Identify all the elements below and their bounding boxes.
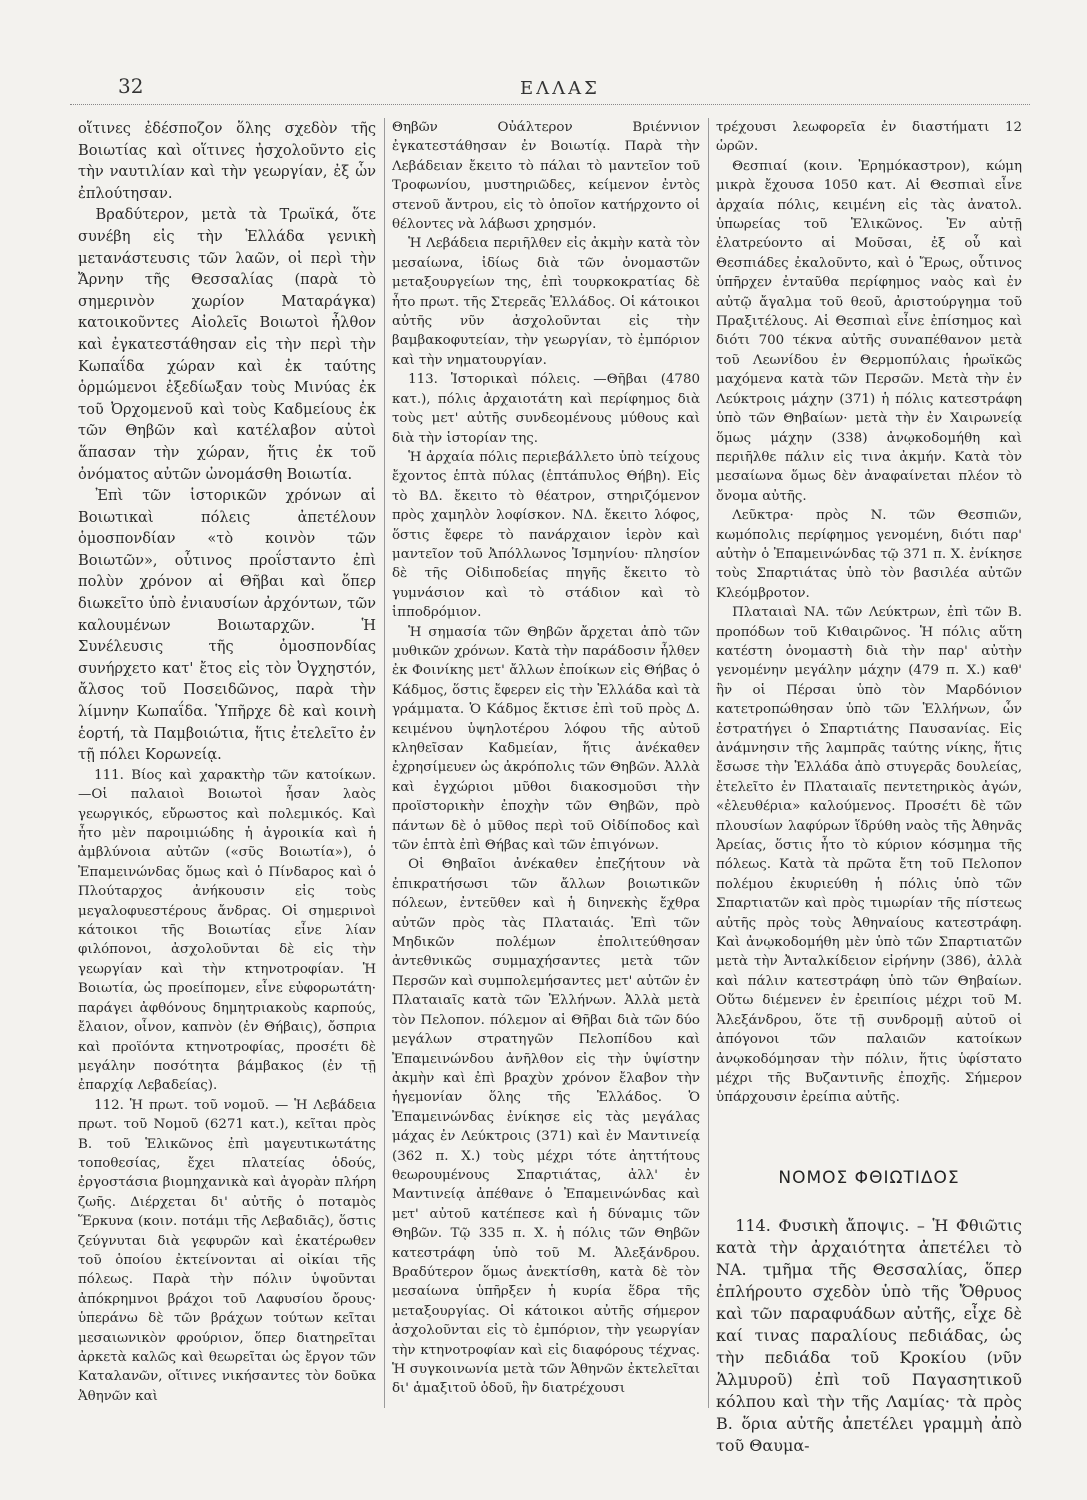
paragraph: Θεσπιαί (κοιν. Ἐρημόκαστρον), κώμη μικρὰ ἔχουσα 1050 κατ. Αἱ Θεσπιαὶ εἶνε ἀρχαία πόλις, κειμένη εἰς τὰς ἀνατολ. ὑπωρείας τοῦ Ἑλικῶνος. Ἐν αὐτῇ ἐλατρεύοντο αἱ Μοῦσαι, ἐξ οὗ καὶ Θεσπιάδες ἐκαλοῦντο, καὶ ὁ Ἔρως, οὗτινος ὑπῆρχεν ἐνταῦθα περίφημος ναὸς καὶ ἐν αὐτῷ ἄγαλμα τοῦ θεοῦ, ἀριστούργημα τοῦ Πραξιτέλους. Αἱ Θεσπιαὶ εἶνε ἐπίσημος καὶ διότι 700 τέκνα αὐτῆς συναπέθανον μετὰ τοῦ Λεωνίδου ἐν Θερμοπύλαις ἡρωϊκῶς μαχόμενα κατὰ τῶν Περσῶν. Μετὰ τὴν ἐν Λεύκτροις μάχην (371) ἡ πόλις κατεστράφη ὑπὸ τῶν Θηβαίων· μετὰ τὴν ἐν Χαιρωνείᾳ ὅμως μάχην (338) ἀνῳκοδομήθη καὶ περιῆλθε πάλιν εἰς τινα ἀκμήν. Κατὰ τὸν μεσαίωνα ὅμως δὲν ἀναφαίνεται πλέον τὸ ὄνομα αὐτῆς.: [716, 158, 1022, 504]
paragraph: Ἐπὶ τῶν ἱστορικῶν χρόνων αἱ Βοιωτικαὶ πόλεις ἀπετέλουν ὁμοσπονδίαν «τὸ κοινὸν τῶν Βοιωτῶν», οὗτινος προΐσταντο ἐπὶ πολὺν χρόνον αἱ Θῆβαι καὶ ὅπερ διωκεῖτο ὑπὸ ἐνιαυσίων ἀρχόντων, τῶν καλουμένων Βοιωταρχῶν. Ἡ Συνέλευσις τῆς ὁμοσπονδίας συνήρχετο κατ' ἔτος εἰς τὸν Ὀγχηστόν, ἄλσος τοῦ Ποσειδῶνος, παρὰ τὴν λίμνην Κωπαΐδα. Ὑπῆρχε δὲ καὶ κοινὴ ἑορτή, τὰ Παμβοιώτια, ἥτις ἐτελεῖτο ἐν τῇ πόλει Κορωνείᾳ.: [78, 487, 376, 764]
paragraph: Θηβῶν Οὐάλτερον Βριέννιον ἐγκατεστάθησαν ἐν Βοιωτίᾳ. Παρὰ τὴν Λεβάδειαν ἔκειτο τὸ πάλαι τὸ μαντεῖον τοῦ Τροφωνίου, μυστηριῶδες, κείμενον ἐντὸς στενοῦ ἄντρου, εἰς τὸ ὁποῖον κατήρχοντο οἱ θέλοντες νὰ λάβωσι χρησμόν.: [392, 120, 700, 233]
paragraph: Ἡ σημασία τῶν Θηβῶν ἄρχεται ἀπὸ τῶν μυθικῶν χρόνων. Κατὰ τὴν παράδοσιν ἦλθεν ἐκ Φοινίκης μετ' ἄλλων ἐποίκων εἰς Θήβας ὁ Κάδμος, ὅστις ἔφερεν εἰς τὴν Ἑλλάδα καὶ τὰ γράμματα. Ὁ Κάδμος ἔκτισε ἐπὶ τοῦ πρὸς Δ. κειμένου ὑψηλοτέρου λόφου τῆς αὐτοῦ κληθεῖσαν Καδμείαν, ἥτις ἀνέκαθεν ἐχρησίμευεν ὡς ἀκρόπολις τῶν Θηβῶν. Ἀλλὰ καὶ ἐγχώριοι μῦθοι διακοσμοῦσι τὴν προϊστορικὴν ἐποχὴν τῶν Θηβῶν, πρὸ πάντων δὲ ὁ μῦθος περὶ τοῦ Οἰδίποδος καὶ τῶν ἑπτὰ ἐπὶ Θήβας καὶ τῶν ἐπιγόνων.: [392, 624, 700, 854]
section-114-paragraph: 114. Φυσικὴ ἄποψις. – Ἡ Φθιῶτις κατὰ τὴν ἀρχαιότητα ἀπετέλει τὸ ΝΑ. τμῆμα τῆς Θεσσαλίας, ὅπερ ἐπλήρουτο σχεδὸν ὑπὸ τῆς Ὄθρυος καὶ τῶν παραφυάδων αὐτῆς, εἶχε δὲ καί τινας παραλίους πεδιάδας, ὡς τὴν πεδιάδα τοῦ Κροκίου (νῦν Ἁλμυροῦ) ἐπὶ τοῦ Παγασητικοῦ κόλπου καὶ τὴν τῆς Λαμίας· τὰ πρὸς Β. ὅρια αὐτῆς ἀπετέλει γραμμὴ ἀπὸ τοῦ Θαυμα-: [716, 1216, 1022, 1456]
paragraph: Ἡ ἀρχαία πόλις περιεβάλλετο ὑπὸ τείχους ἔχοντος ἑπτὰ πύλας (ἑπτάπυλος Θήβη). Εἰς τὸ ΒΔ. ἔκειτο τὸ θέατρον, στηριζόμενον πρὸς χαμηλὸν λοφίσκον. ΝΔ. ἔκειτο λόφος, ὅστις ἔφερε τὸ πανάρχαιον ἱερὸν καὶ μαντεῖον τοῦ Ἀπόλλωνος Ἰσμηνίου· πλησίον δὲ τῆς Οἰδιποδείας πηγῆς ἔκειτο τὸ γυμνάσιον καὶ τὸ στάδιον καὶ τὸ ἱπποδρόμιον.: [392, 449, 700, 621]
page-number: 32: [118, 74, 144, 98]
section-111-paragraph: 111. Βίος καὶ χαρακτὴρ τῶν κατοίκων. —Οἱ παλαιοὶ Βοιωτοὶ ἦσαν λαὸς γεωργικός, εὔρωστος καὶ πολεμικός. Καὶ ἦτο μὲν παροιμιώδης ἡ ἀγροικία καὶ ἡ ἀμβλύνοια αὐτῶν («σῦς Βοιωτία»), ὁ Ἐπαμεινώνδας ὅμως καὶ ὁ Πίνδαρος καὶ ὁ Πλούταρχος ἀνήκουσιν εἰς τοὺς μεγαλοφυεστέρους ἄνδρας. Οἱ σημερινοὶ κάτοικοι τῆς Βοιωτίας εἶνε λίαν φιλόπονοι, ἀσχολοῦνται δὲ εἰς τὴν γεωργίαν καὶ τὴν κτηνοτροφίαν. Ἡ Βοιωτία, ὡς προείπομεν, εἶνε εὐφορωτάτη· παράγει ἀφθόνους δημητριακοὺς καρπούς, ἔλαιον, οἶνον, καπνὸν (ἐν Θήβαις), ὄσπρια καὶ προϊόντα κτηνοτροφίας, προσέτι δὲ μεγάλην ποσότητα βάμβακος (ἐν τῇ ἐπαρχίᾳ Λεβαδείας).: [78, 767, 376, 1094]
text-column-2: [392, 118, 700, 1408]
page-header: [0, 0, 1087, 110]
section-heading: ΝΟΜΟΣ ΦΘΙΩΤΙΔΟΣ: [778, 1167, 960, 1188]
paragraph: οἵτινες ἐδέσποζον ὅλης σχεδὸν τῆς Βοιωτίας καὶ οἵτινες ἠσχολοῦντο εἰς τὴν ναυτιλίαν καὶ τὴν γεωργίαν, ἐξ ὧν ἐπλούτησαν.: [78, 120, 376, 202]
text-column-1: [78, 118, 376, 1408]
paragraph: Οἱ Θηβαῖοι ἀνέκαθεν ἐπεζήτουν νὰ ἐπικρατήσωσι τῶν ἄλλων βοιωτικῶν πόλεων, ἐντεῦθεν καὶ ἡ διηνεκὴς ἔχθρα αὐτῶν πρὸς τὰς Πλαταιάς. Ἐπὶ τῶν Μηδικῶν πολέμων ἐπολιτεύθησαν ἀντεθνικῶς συμμαχήσαντες μετὰ τῶν Περσῶν καὶ συμπολεμήσαντες μετ' αὐτῶν ἐν Πλαταιαῖς κατὰ τῶν Ἑλλήνων. Ἀλλὰ μετὰ τὸν Πελοπον. πόλεμον αἱ Θῆβαι διὰ τῶν δύο μεγάλων στρατηγῶν Πελοπίδου καὶ Ἐπαμεινώνδου ἀνῆλθον εἰς τὴν ὑψίστην ἀκμὴν καὶ ἐπὶ βραχὺν χρόνον ἔλαβον τὴν ἡγεμονίαν ὅλης τῆς Ἑλλάδος. Ὁ Ἐπαμεινώνδας ἐνίκησε εἰς τὰς μεγάλας μάχας ἐν Λεύκτροις (371) καὶ ἐν Μαντινείᾳ (362 π. Χ.) τοὺς μέχρι τότε ἀηττήτους θεωρουμένους Σπαρτιάτας, ἀλλ' ἐν Μαντινείᾳ ἀπέθανε ὁ Ἐπαμεινώνδας καὶ μετ' αὐτοῦ κατέπεσε καὶ ἡ δύναμις τῶν Θηβῶν. Τῷ 335 π. Χ. ἡ πόλις τῶν Θηβῶν κατεστράφη ὑπὸ τοῦ Μ. Ἀλεξάνδρου. Βραδύτερον ὅμως ἀνεκτίσθη, κατὰ δὲ τὸν μεσαίωνα ὑπῆρξεν ἡ κυρία ἕδρα τῆς μεταξουργίας. Οἱ κάτοικοι αὐτῆς σήμερον ἀσχολοῦνται εἰς τὸ ἐμπόριον, τὴν γεωργίαν τὴν κτηνοτροφίαν καὶ εἰς διαφόρους τέχνας. Ἡ συγκοινωνία μετὰ τῶν Ἀθηνῶν ἐκτελεῖται δι' ἁμαξιτοῦ ὁδοῦ, ἣν διατρέχουσι: [392, 857, 700, 1397]
paragraph: Ἡ Λεβάδεια περιῆλθεν εἰς ἀκμὴν κατὰ τὸν μεσαίωνα, ἰδίως διὰ τῶν ὀνομαστῶν μεταξουργείων της, ἐπὶ τουρκοκρατίας δὲ ἦτο πρωτ. τῆς Στερεᾶς Ἑλλάδος. Οἱ κάτοικοι αὐτῆς νῦν ἀσχολοῦνται εἰς τὴν βαμβακοφυτείαν, τὴν γεωργίαν, τὸ ἐμπόριον καὶ τὴν νηματουργίαν.: [392, 236, 700, 368]
paragraph: Πλαταιαὶ ΝΑ. τῶν Λεύκτρων, ἐπὶ τῶν Β. προπόδων τοῦ Κιθαιρῶνος. Ἡ πόλις αὕτη κατέστη ὀνομαστὴ διὰ τὴν παρ' αὐτὴν γενομένην μεγάλην μάχην (479 π. Χ.) καθ' ἣν οἱ Πέρσαι ὑπὸ τὸν Μαρδόνιον κατετροπώθησαν ὑπὸ τῶν Ἑλλήνων, ὧν ἐστρατήγει ὁ Σπαρτιάτης Παυσανίας. Εἰς ἀνάμνησιν τῆς λαμπρᾶς ταύτης νίκης, ἥτις ἔσωσε τὴν Ἑλλάδα ἀπὸ στυγερᾶς δουλείας, ἐτελεῖτο ἐν Πλαταιαῖς πεντετηρικὸς ἀγών, «ἐλευθέρια» καλούμενος. Προσέτι δὲ τῶν πλουσίων λαφύρων ἵδρύθη ναὸς τῆς Ἀθηνᾶς Ἀρείας, ὅστις ἦτο τὸ κύριον κόσμημα τῆς πόλεως. Κατὰ τὰ πρῶτα ἔτη τοῦ Πελοπον πολέμου ἐκυριεύθη ἡ πόλις ὑπὸ τῶν Σπαρτιατῶν καὶ πρὸς τιμωρίαν τῆς πίστεως αὐτῆς πρὸς τοὺς Ἀθηναίους κατεστράφη. Καὶ ἀνῳκοδομήθη μὲν ὑπὸ τῶν Σπαρτιατῶν μετὰ τὴν Ἀνταλκίδειον εἰρήνην (386), ἀλλὰ καὶ πάλιν κατεστράφη ὑπὸ τῶν Θηβαίων. Οὕτω διέμενεν ἐν ἐρειπίοις μέχρι τοῦ Μ. Ἀλεξάνδρου, ὅτε τῇ συνδρομῇ αὐτοῦ οἱ ἀπόγονοι τῶν παλαιῶν κατοίκων ἀνῳκοδόμησαν τὴν πόλιν, ἥτις ὑφίστατο μέχρι τῆς Βυζαντινῆς ἐποχῆς. Σήμερον ὑπάρχουσιν ἐρείπια αὐτῆς.: [716, 605, 1022, 1106]
paragraph: τρέχουσι λεωφορεῖα ἐν διαστήματι 12 ὡρῶν.: [716, 120, 1022, 155]
paragraph: Λεῦκτρα· πρὸς Ν. τῶν Θεσπιῶν, κωμόπολις περίφημος γενομένη, διότι παρ' αὐτὴν ὁ Ἐπαμεινώνδας τῷ 371 π. Χ. ἐνίκησε τοὺς Σπαρτιάτας ὑπὸ τὸν βασιλέα αὐτῶν Κλεόμβροτον.: [716, 508, 1022, 601]
column-divider: [708, 118, 709, 1408]
section-113-paragraph: 113. Ἱστορικαὶ πόλεις. —Θῆβαι (4780 κατ.), πόλις ἀρχαιοτάτη καὶ περίφημος διὰ τοὺς μετ' αὐτῆς συνδεομένους μύθους καὶ διὰ τὴν ἱστορίαν της.: [392, 372, 700, 446]
running-title: ΕΛΛΑΣ: [520, 78, 600, 99]
paragraph: Βραδύτερον, μετὰ τὰ Τρωϊκά, ὅτε συνέβη εἰς τὴν Ἑλλάδα γενικὴ μετανάστευσις τῶν λαῶν, οἱ περὶ τὴν Ἄρνην τῆς Θεσσαλίας (παρὰ τὸ σημερινὸν χωρίον Ματαράγκα) κατοικοῦντες Αἰολεῖς Βοιωτοὶ ἦλθον καὶ ἐγκατεστάθησαν εἰς τὴν περὶ τὴν Κωπαΐδα χώραν καὶ ἐκ ταύτης ὁρμώμενοι ἐξεδίωξαν τοὺς Μινύας ἐκ τοῦ Ὀρχομενοῦ καὶ τοὺς Καδμείους ἐκ τῶν Θηβῶν καὶ κατέλαβον αὐτοὶ ἅπασαν τὴν χώραν, ἥτις ἐκ τοῦ ὀνόματος αὐτῶν ὠνομάσθη Βοιωτία.: [78, 206, 376, 483]
column-divider: [384, 118, 385, 1408]
text-column-3: [716, 118, 1022, 1456]
section-112-paragraph: 112. Ἡ πρωτ. τοῦ νομοῦ. — Ἡ Λεβάδεια πρωτ. τοῦ Νομοῦ (6271 κατ.), κεῖται πρὸς Β. τοῦ Ἑλικῶνος ἐπὶ μαγευτικωτάτης τοποθεσίας, ἔχει πλατείας ὁδούς, ἐργοστάσια βιομηχανικὰ καὶ ἀγορὰν πλήρη ζωῆς. Διέρχεται δι' αὐτῆς ὁ ποταμὸς Ἕρκυνα (κοιν. ποτάμι τῆς Λεβαδιᾶς), ὅστις ζεύγνυται διὰ γεφυρῶν καὶ ἑκατέρωθεν τοῦ ὁποίου ἐκτείνονται αἱ οἰκίαι τῆς πόλεως. Παρὰ τὴν πόλιν ὑψοῦνται ἀπόκρημνοι βράχοι τοῦ Λαφυσίου ὄρους· ὑπεράνω δὲ τῶν βράχων τούτων κεῖται μεσαιωνικὸν φρούριον, ὅπερ διατηρεῖται ἀρκετὰ καλῶς καὶ θεωρεῖται ὡς ἔργον τῶν Καταλανῶν, οἵτινες νικήσαντες τὸν δοῦκα Ἀθηνῶν καὶ: [78, 1097, 376, 1404]
header-rule: [70, 104, 1030, 105]
